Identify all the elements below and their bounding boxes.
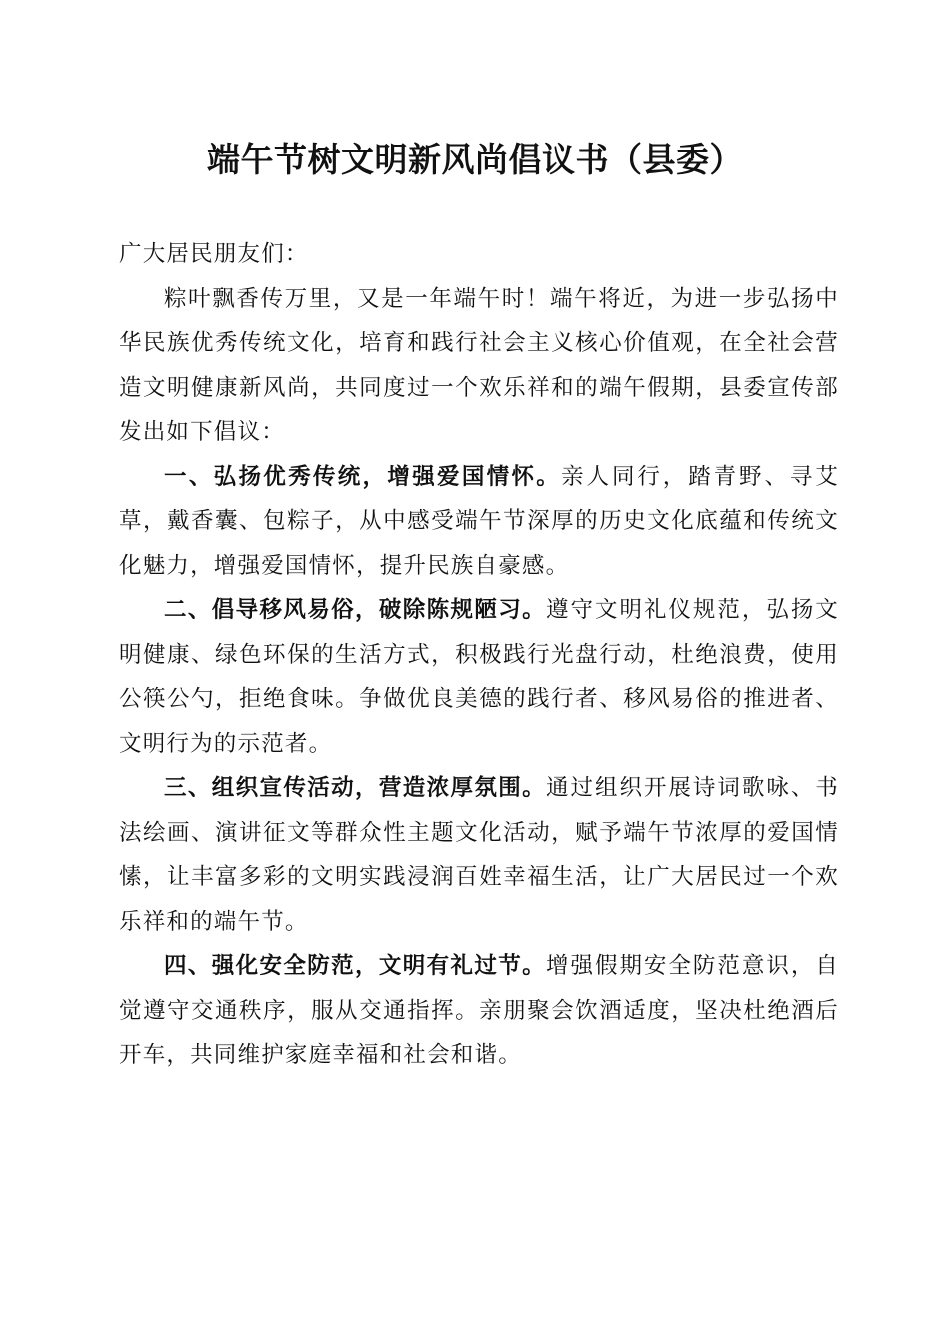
proposal-heading-4: 四、强化安全防范，文明有礼过节。	[164, 953, 547, 979]
proposal-item-4	[119, 944, 839, 1078]
proposal-text-2: 遵守文明礼仪规范，弘扬文明健康、绿色环保的生活方式，积极践行光盘行动，杜绝浪费，使用公筷公勺，拒绝食味。争做优良美德的践行者、移风易俗的推进者、文明行为的示范者。	[119, 597, 839, 757]
intro-paragraph: 粽叶飘香传万里，又是一年端午时！端午将近，为进一步弘扬中华民族优秀传统文化，培育和践行社会主义核心价值观，在全社会营造文明健康新风尚，共同度过一个欢乐祥和的端午假期，县委宣传部发出如下倡议：	[119, 285, 839, 445]
document-body	[119, 232, 839, 1078]
document-title: 端午节树文明新风尚倡议书（县委）	[207, 140, 743, 179]
proposal-item-1	[119, 455, 839, 589]
proposal-heading-1: 一、弘扬优秀传统，增强爱国情怀。	[164, 463, 562, 490]
salutation: 广大居民朋友们：	[119, 241, 309, 267]
proposal-text-3: 通过组织开展诗词歌咏、书法绘画、演讲征文等群众性主题文化活动，赋予端午节浓厚的爱国情愫，让丰富多彩的文明实践浸润百姓幸福生活，让广大居民过一个欢乐祥和的端午节。	[119, 775, 839, 935]
proposal-text-1: 亲人同行，踏青野、寻艾草，戴香囊、包粽子，从中感受端午节深厚的历史文化底蕴和传统文化魅力，增强爱国情怀，提升民族自豪感。	[119, 463, 839, 579]
proposal-heading-3: 三、组织宣传活动，营造浓厚氛围。	[164, 775, 547, 801]
proposal-text-4: 增强假期安全防范意识，自觉遵守交通秩序，服从交通指挥。亲朋聚会饮酒适度，坚决杜绝酒后开车，共同维护家庭幸福和社会和谐。	[119, 953, 839, 1068]
proposal-heading-2: 二、倡导移风易俗，破除陈规陋习。	[164, 597, 547, 623]
proposal-item-3	[119, 766, 839, 944]
proposal-item-2	[119, 588, 839, 766]
